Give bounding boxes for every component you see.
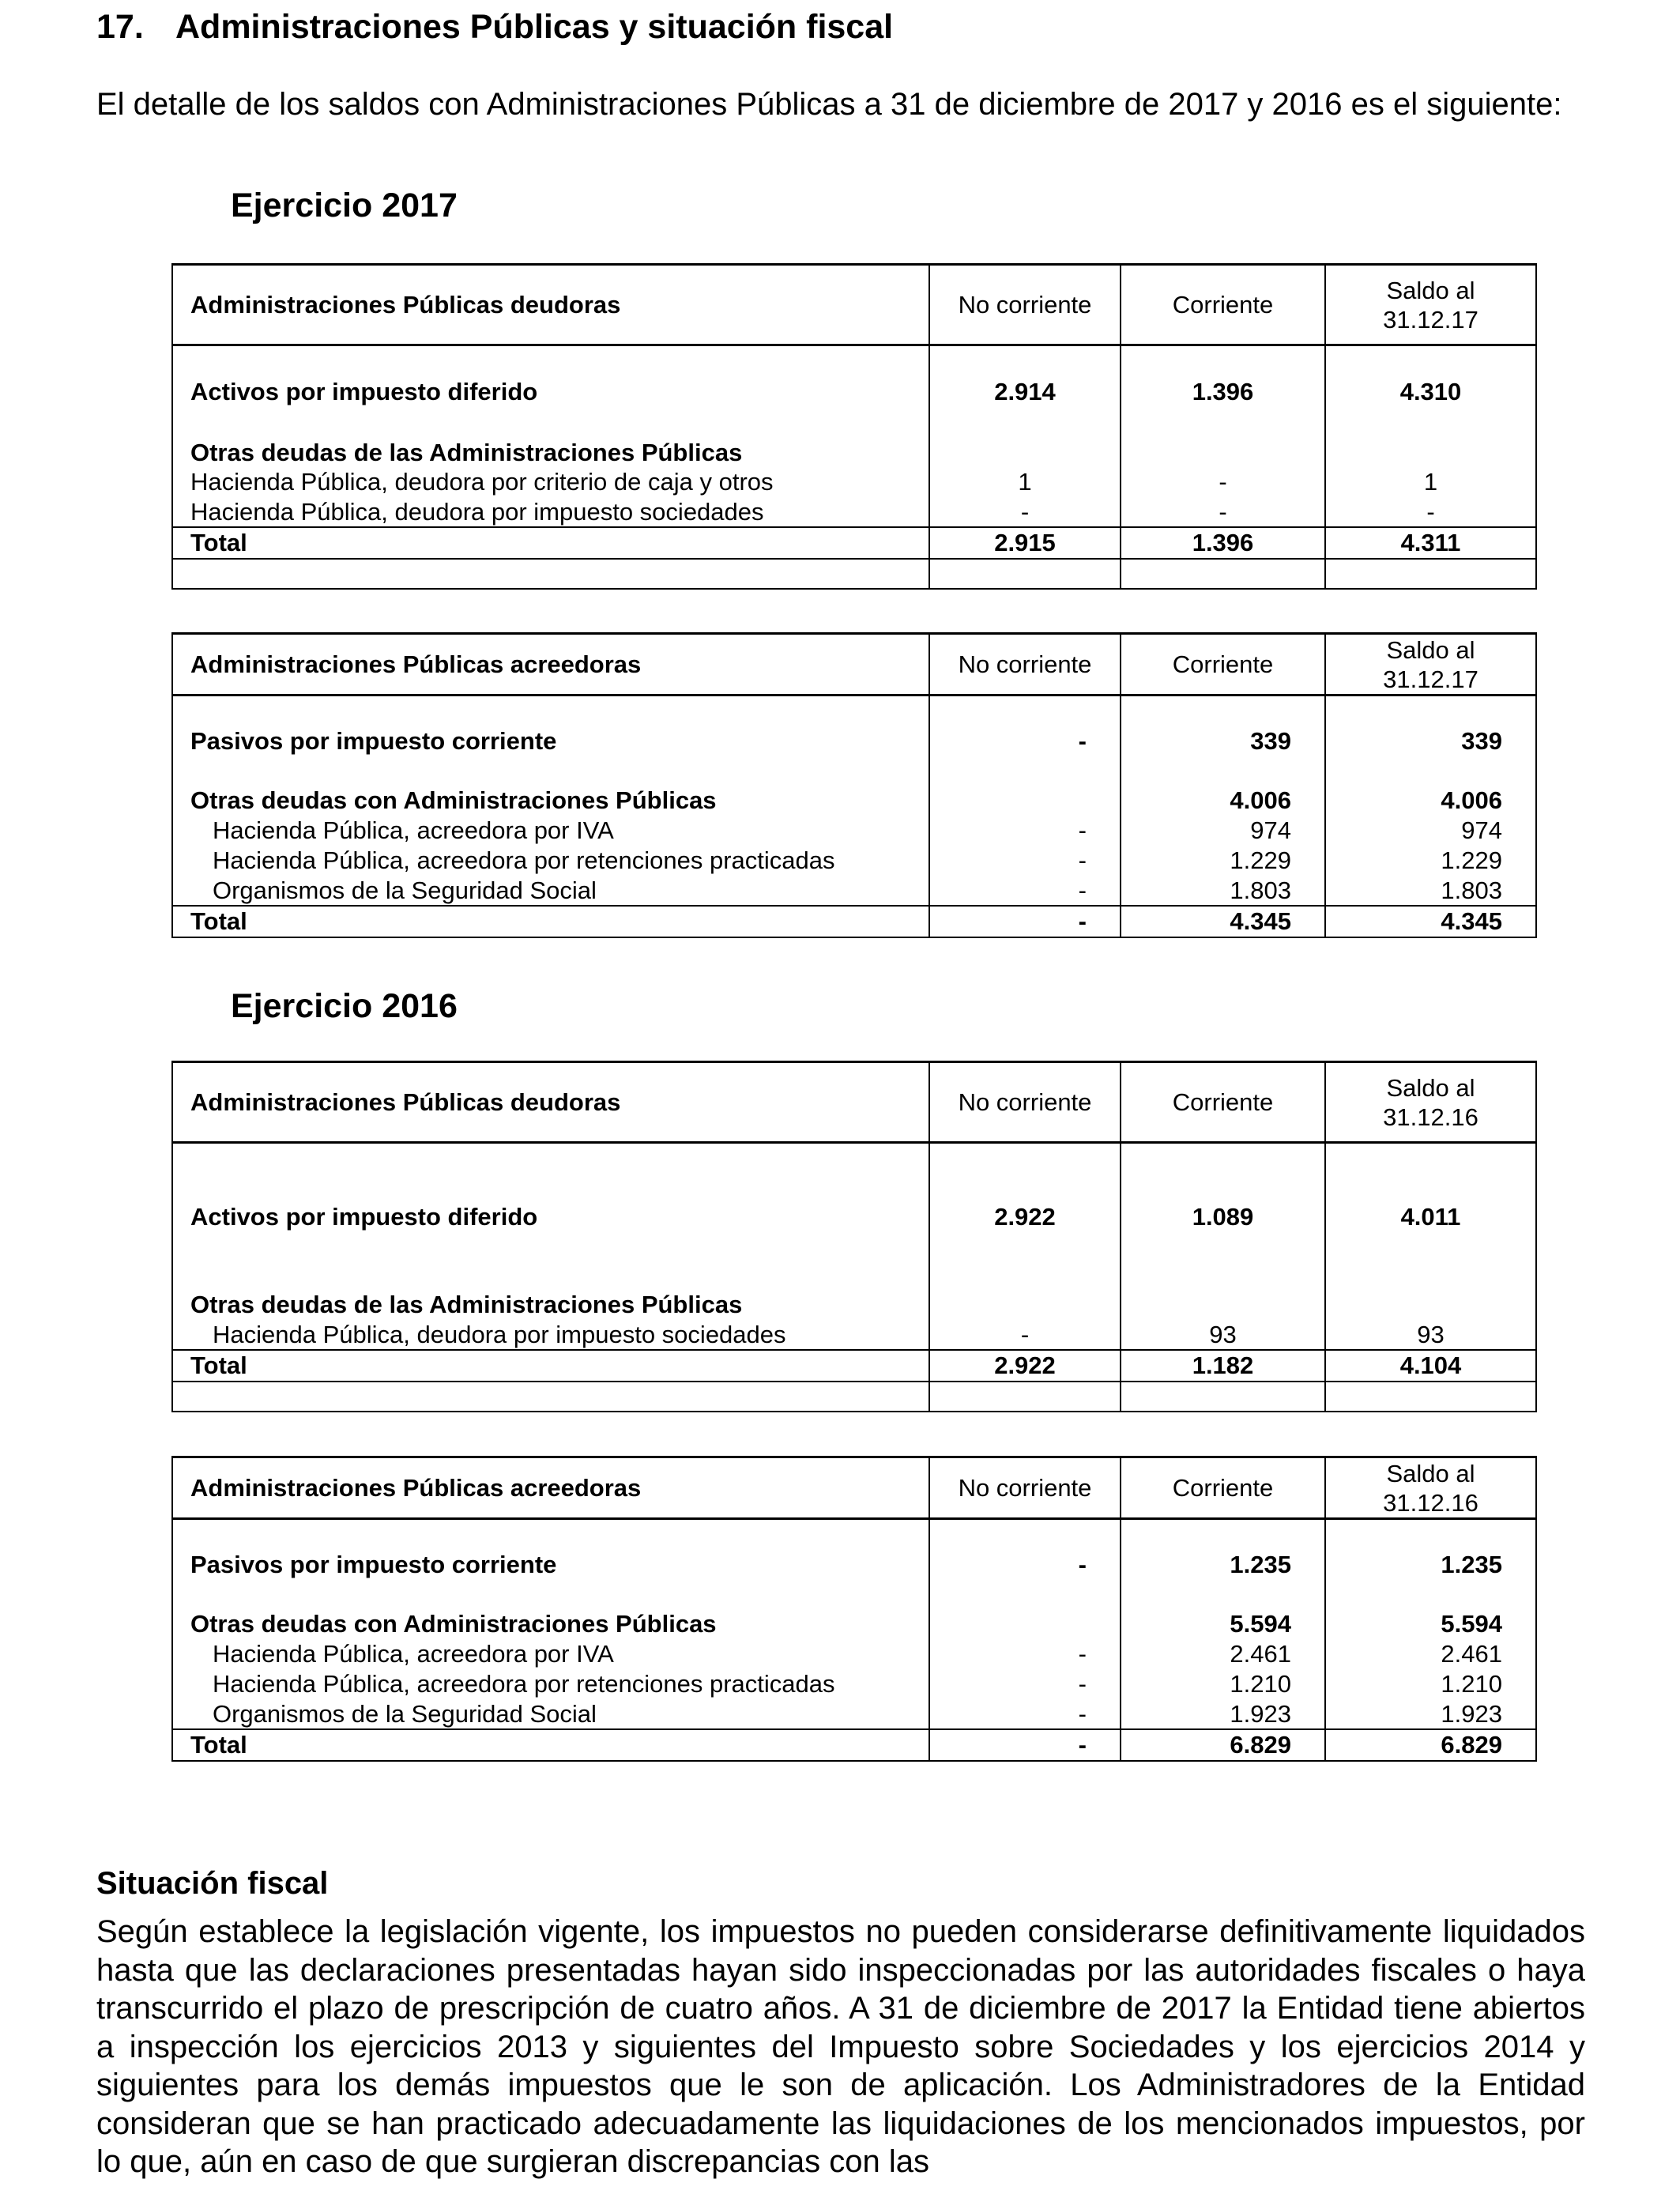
table-header-row [172,1457,1536,1519]
ejercicio-2016-heading: Ejercicio 2016 [231,987,458,1025]
header-saldo: Saldo al 31.12.17 [1325,634,1536,696]
table-row: Hacienda Pública, deudora por impuesto sociedades - 93 93 [172,1320,1536,1350]
section-title [96,3,893,51]
header-corriente: Corriente [1121,634,1325,696]
table-total-row: Total - 4.345 4.345 [172,906,1536,937]
section-title-text: Administraciones Públicas y situación fiscal [175,8,894,46]
table-2016-deudoras [171,1061,1537,1412]
table-row: Organismos de la Seguridad Social - 1.803 1.803 [172,876,1536,906]
table-row: Activos por impuesto diferido 2.914 1.396 4.310 [172,345,1536,437]
header-corriente: Corriente [1121,265,1325,345]
table-2017-deudoras [171,263,1537,590]
table-row: Hacienda Pública, deudora por impuesto sociedades - - - [172,497,1536,527]
table-row: Hacienda Pública, acreedora por IVA - 2.461 2.461 [172,1639,1536,1669]
table-row: Hacienda Pública, deudora por criterio de caja y otros 1 - 1 [172,467,1536,497]
ejercicio-2017-heading: Ejercicio 2017 [231,187,458,224]
situacion-fiscal-paragraph: Según establece la legislación vigente, los impuestos no pueden considerarse definitivamente liquidados hasta que las declaraciones presentadas hayan sido inspeccionadas por las autoridades fiscales o haya transcurrido el plazo de prescripción de cuatro años. A 31 de diciembre de 2017 la Entidad tiene abiertos a inspección los ejercicios 2013 y siguientes del Impuesto sobre Sociedades y los ejercicios 2014 y siguientes para los demás impuestos que le son de aplicación. Los Administradores de la Entidad consideran que se han practicado adecuadamente las liquidaciones de los mencionados impuestos, por lo que, aún en caso de que surgieran discrepancias con las [96,1914,1585,2179]
table-row: Otras deudas de las Administraciones Públicas [172,1290,1536,1320]
header-label: Administraciones Públicas acreedoras [172,634,929,696]
header-no-corriente: No corriente [929,1457,1121,1519]
header-label: Administraciones Públicas deudoras [172,265,929,345]
table-header-row [172,1062,1536,1143]
table-empty-row [172,1382,1536,1412]
header-saldo: Saldo al 31.12.17 [1325,265,1536,345]
header-saldo: Saldo al 31.12.16 [1325,1062,1536,1143]
table-row: Activos por impuesto diferido 2.922 1.089 4.011 [172,1143,1536,1290]
header-corriente: Corriente [1121,1457,1325,1519]
header-label: Administraciones Públicas deudoras [172,1062,929,1143]
header-corriente: Corriente [1121,1062,1325,1143]
situacion-fiscal-heading: Situación fiscal [96,1866,329,1901]
table-row: Organismos de la Seguridad Social - 1.923 1.923 [172,1699,1536,1729]
table-row: Otras deudas con Administraciones Públicas 4.006 4.006 [172,786,1536,816]
table-row: Pasivos por impuesto corriente - 1.235 1.235 [172,1519,1536,1609]
table-row: Otras deudas con Administraciones Públicas 5.594 5.594 [172,1609,1536,1639]
table-2017-acreedoras [171,632,1537,938]
table-header-row [172,265,1536,345]
table-total-row: Total 2.915 1.396 4.311 [172,527,1536,559]
intro-paragraph: El detalle de los saldos con Administraciones Públicas a 31 de diciembre de 2017 y 2016 es el siguiente: [96,87,1562,122]
table-total-row: Total - 6.829 6.829 [172,1729,1536,1761]
header-no-corriente: No corriente [929,634,1121,696]
table-2016-acreedoras [171,1456,1537,1762]
table-row: Pasivos por impuesto corriente - 339 339 [172,696,1536,786]
table-row: Hacienda Pública, acreedora por retenciones practicadas - 1.229 1.229 [172,846,1536,876]
section-number: 17. [96,8,144,46]
header-no-corriente: No corriente [929,265,1121,345]
header-saldo: Saldo al 31.12.16 [1325,1457,1536,1519]
header-no-corriente: No corriente [929,1062,1121,1143]
table-row: Otras deudas de las Administraciones Públicas [172,437,1536,467]
table-header-row [172,634,1536,696]
table-row: Hacienda Pública, acreedora por retenciones practicadas - 1.210 1.210 [172,1669,1536,1699]
table-row: Hacienda Pública, acreedora por IVA - 974 974 [172,816,1536,846]
table-total-row: Total 2.922 1.182 4.104 [172,1350,1536,1382]
header-label: Administraciones Públicas acreedoras [172,1457,929,1519]
table-empty-row [172,559,1536,589]
